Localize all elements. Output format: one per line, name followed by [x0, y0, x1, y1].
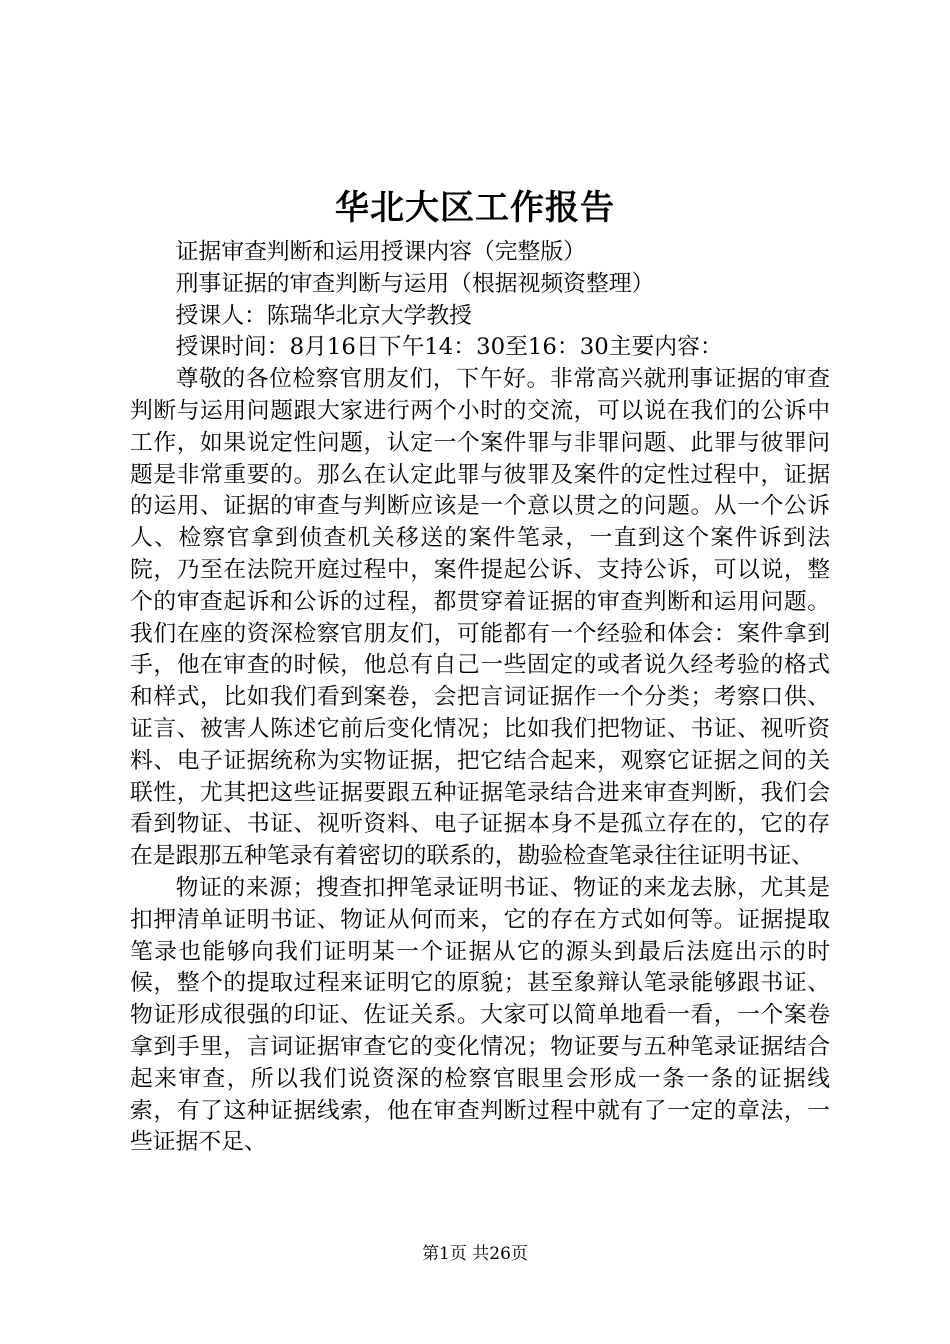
- header-line-time: 授课时间：8月16日下午14：30至16：30主要内容：: [175, 334, 723, 361]
- page-footer: 第1页 共26页: [422, 1244, 528, 1264]
- body-paragraph: 物证的来源；搜查扣押笔录证明书证、物证的来龙去脉，尤其是扣押清单证明书证、物证从何而来，它的存在方式如何等。证据提取笔录也能够向我们证明某一个证据从它的源头到最后法庭出示的时候，整个的提取过程来证明它的原貌；甚至象辩认笔录能够跟书证、物证形成很强的印证、佐证关系。大家可以简单地看一看，一个案卷拿到手里，言词证据审查它的变化情况；物证要与五种笔录证据结合起来审查，所以我们说资深的检察官眼里会形成一条一条的证据线索，有了这种证据线索，他在审查判断过程中就有了一定的章法，一些证据不足、: [130, 874, 830, 1156]
- document-body: [130, 237, 830, 1159]
- body-paragraph: 尊敬的各位检察官朋友们，下午好。非常高兴就刑事证据的审查判断与运用问题跟大家进行两个小时的交流，可以说在我们的公诉中工作，如果说定性问题，认定一个案件罪与非罪问题、此罪与彼罪问题是非常重要的。那么在认定此罪与彼罪及案件的定性过程中，证据的运用、证据的审查与判断应该是一个意以贯之的问题。从一个公诉人、检察官拿到侦查机关移送的案件笔录，一直到这个案件诉到法院，乃至在法院开庭过程中，案件提起公诉、支持公诉，可以说，整个的审查起诉和公诉的过程，都贯穿着证据的审查判断和运用问题。我们在座的资深检察官朋友们，可能都有一个经验和体会：案件拿到手，他在审查的时候，他总有自己一些固定的或者说久经考验的格式和样式，比如我们看到案卷，会把言词证据作一个分类；考察口供、证言、被害人陈述它前后变化情况；比如我们把物证、书证、视听资料、电子证据统称为实物证据，把它结合起来，观察它证据之间的关联性，尤其把这些证据要跟五种证据笔录结合进来审查判断，我们会看到物证、书证、视听资料、电子证据本身不是孤立存在的，它的存在是跟那五种笔录有着密切的联系的，勘验检查笔录往往证明书证、: [130, 366, 830, 870]
- header-line-course: 证据审查判断和运用授课内容（完整版）: [175, 239, 586, 265]
- header-line-lecturer: 授课人：陈瑞华北京大学教授: [175, 302, 472, 329]
- header-line-subtitle: 刑事证据的审查判断与运用（根据视频资整理）: [175, 270, 655, 297]
- document-title: 华北大区工作报告: [335, 188, 615, 228]
